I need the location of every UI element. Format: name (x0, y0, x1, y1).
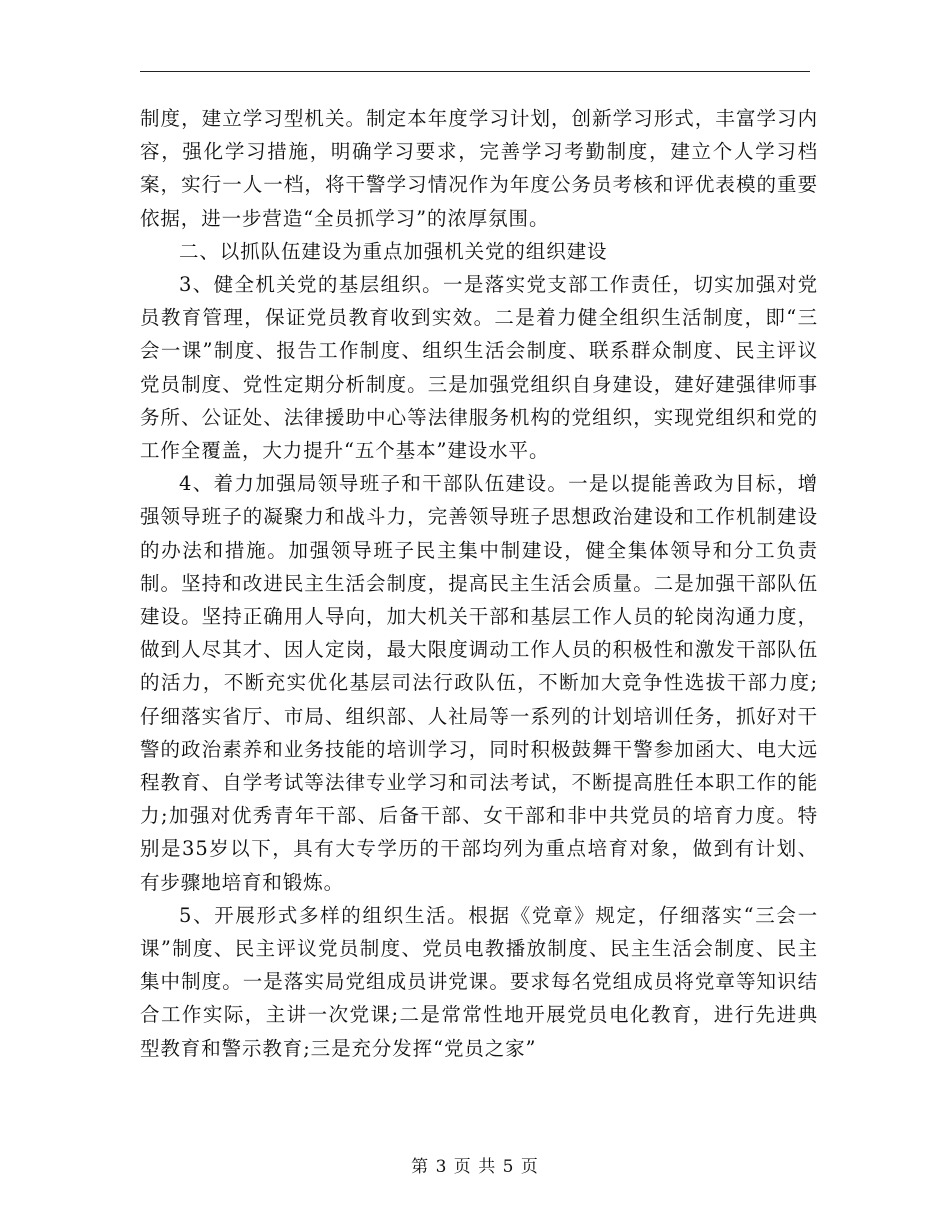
paragraph-item-4: 4、着力加强局领导班子和干部队伍建设。一是以提能善政为目标，增强领导班子的凝聚力和战斗力，完善领导班子思想政治建设和工作机制建设的办法和措施。加强领导班子民主集中制建设，健全集体领导和分工负责制。坚持和改进民主生活会制度，提高民主生活会质量。二是加强干部队伍建设。坚持正确用人导向，加大机关干部和基层工作人员的轮岗沟通力度，做到人尽其才、因人定岗，最大限度调动工作人员的积极性和激发干部队伍的活力，不断充实优化基层司法行政队伍，不断加大竞争性选拔干部力度;仔细落实省厅、市局、组织部、人社局等一系列的计划培训任务，抓好对干警的政治素养和业务技能的培训学习，同时积极鼓舞干警参加函大、电大远程教育、自学考试等法律专业学习和司法考试，不断提高胜任本职工作的能力;加强对优秀青年干部、后备干部、女干部和非中共党员的培育力度。特别是35岁以下，具有大专学历的干部均列为重点培育对象，做到有计划、有步骤地培育和锻炼。 (140, 472, 818, 894)
header-rule (140, 71, 810, 72)
paragraph-item-3: 3、健全机关党的基层组织。一是落实党支部工作责任，切实加强对党员教育管理，保证党员教育收到实效。二是着力健全组织生活制度，即“三会一课”制度、报告工作制度、组织生活会制度、联系群众制度、民主评议党员制度、党性定期分析制度。三是加强党组织自身建设，建好建强律师事务所、公证处、法律援助中心等法律服务机构的党组织，实现党组织和党的工作全覆盖，大力提升“五个基本”建设水平。 (140, 273, 818, 463)
paragraph-study-system: 制度，建立学习型机关。制定本年度学习计划，创新学习形式，丰富学习内容，强化学习措施，明确学习要求，完善学习考勤制度，建立个人学习档案，实行一人一档，将干警学习情况作为年度公务员考核和评优表模的重要依据，进一步营造“全员抓学习”的浓厚氛围。 (140, 107, 818, 230)
paragraph-item-5: 5、开展形式多样的组织生活。根据《党章》规定，仔细落实“三会一课”制度、民主评议党员制度、党员电教播放制度、民主生活会制度、民主集中制度。一是落实局党组成员讲党课。要求每名党组成员将党章等知识结合工作实际，主讲一次党课;二是常常性地开展党员电化教育，进行先进典型教育和警示教育;三是充分发挥“党员之家” (140, 903, 818, 1060)
section-heading-organization: 二、以抓队伍建设为重点加强机关党的组织建设 (179, 239, 608, 263)
page-number-footer: 第 3 页 共 5 页 (411, 1157, 539, 1177)
document-body (140, 102, 818, 1065)
